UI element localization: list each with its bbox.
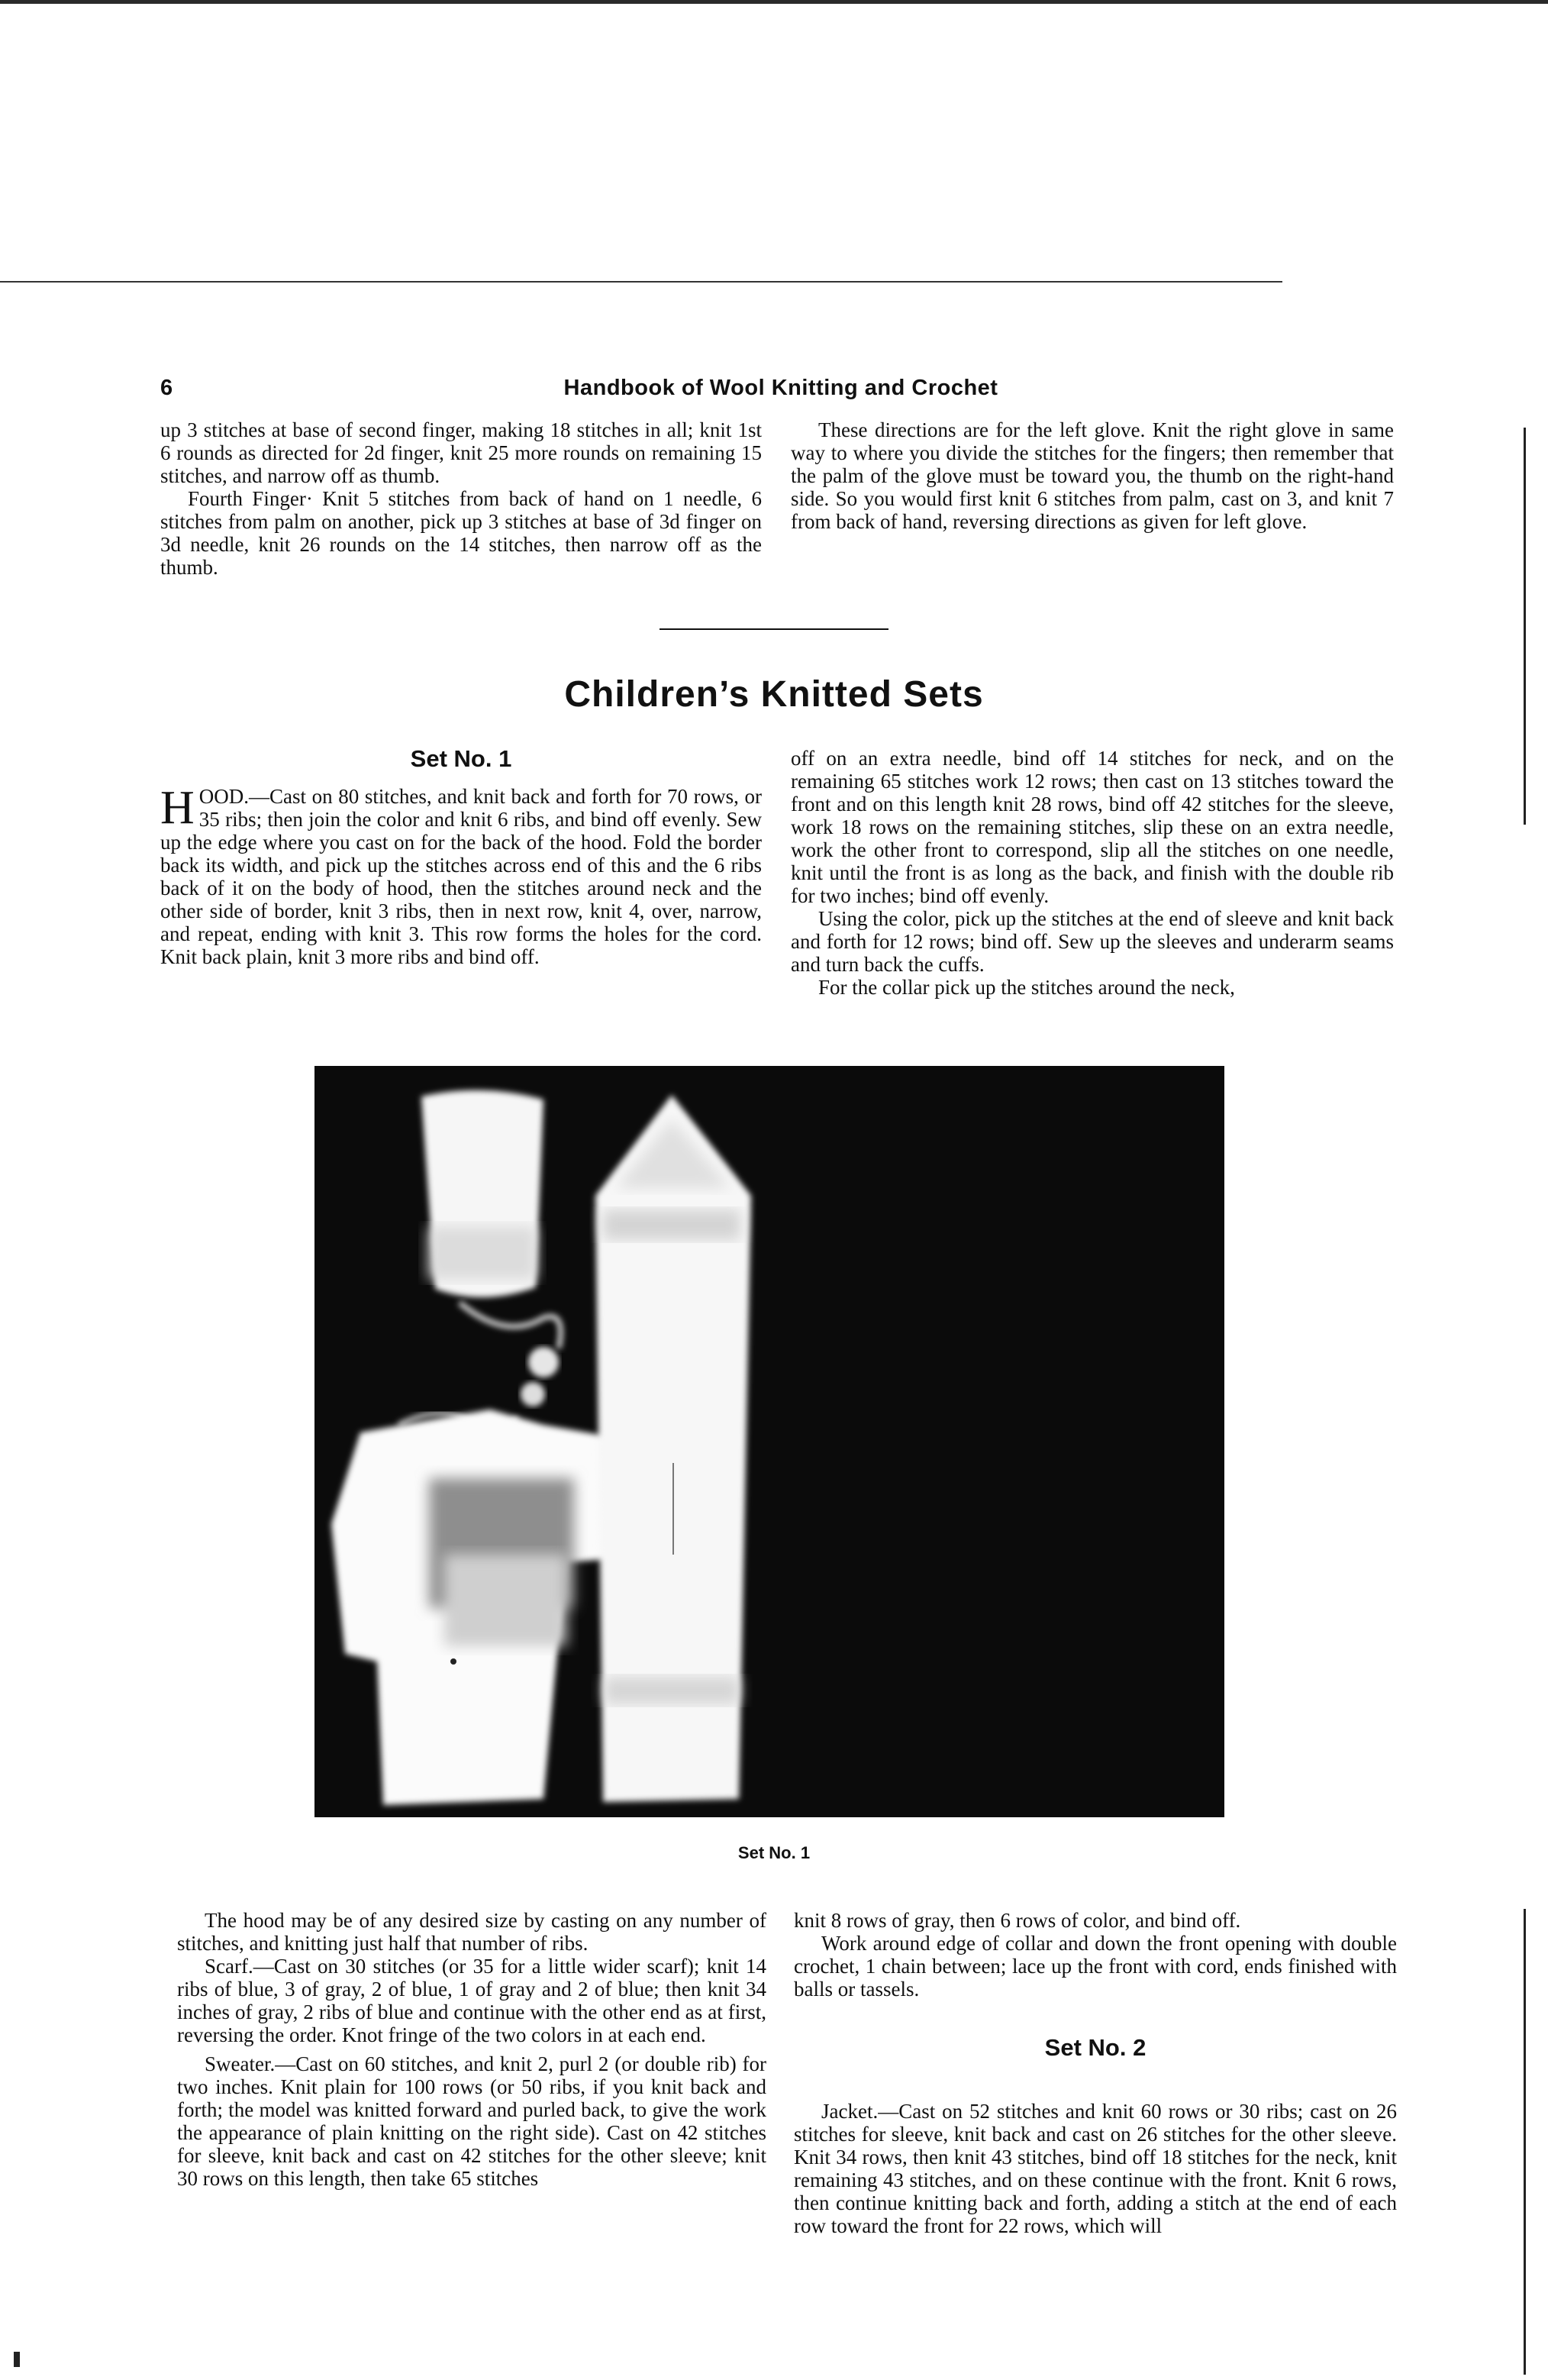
set-2-heading: Set No. 2: [1044, 2034, 1146, 2061]
section-divider: [660, 628, 888, 630]
page-header: [160, 376, 1401, 406]
section-title: Children’s Knitted Sets: [564, 674, 984, 715]
hood-paragraph: [160, 782, 762, 968]
top-right-column: [791, 418, 1394, 533]
page-number: 6: [160, 376, 173, 400]
drop-cap: H: [160, 782, 195, 834]
page-edge-rule: [1524, 428, 1526, 825]
paragraph: Scarf.—Cast on 30 stitches (or 35 for a little wider scarf); knit 14 ribs of blue, 3 of gray, 2 of blue, 1 of gray and 2 of blue; then knit 34 inches of gray, 2 ribs of blue and continue with the other end as at first, reversing the order. Knot fringe of the two colors in at each end.: [177, 1955, 766, 2046]
bottom-right-column: [794, 1909, 1397, 2001]
photo-illustration: [314, 1066, 1224, 1817]
paragraph: Fourth Finger· Knit 5 stitches from back of hand on 1 needle, 6 stitches from palm on another, pick up 3 stitches at base of 3d finger on 3d needle, knit 26 rounds on the 14 stitches, then narrow off as the thumb.: [160, 487, 762, 579]
paragraph: Jacket.—Cast on 52 stitches and knit 60 rows or 30 ribs; cast on 26 stitches for sleeve, knit back and cast on 26 stitches for the other sleeve. Knit 34 rows, then knit 43 stitches, bind off 18 stitches for the neck, knit remaining 43 stitches, and on these continue with the front. Knit 6 rows, then continue knitting back and forth, adding a stitch at the end of each row toward the front for 22 rows, which will: [794, 2100, 1397, 2237]
set-1-left-column: [160, 782, 762, 968]
paragraph: up 3 stitches at base of second finger, making 18 stitches in all; knit 1st 6 rounds as directed for 2d finger, knit 25 more rounds on remaining 15 stitches, and narrow off as thumb.: [160, 418, 762, 487]
paragraph: For the collar pick up the stitches around the neck,: [818, 976, 1235, 999]
knitted-set-photo: [314, 1066, 1224, 1817]
page-edge-rule: [1524, 1909, 1526, 2375]
set-1-right-column: [791, 747, 1394, 999]
hood-text: OOD.—Cast on 80 stitches, and knit back and forth for 70 rows, or 35 ribs; then join the color and knit 6 ribs, and bind off evenly. Sew up the edge where you cast on for the back of the hood. Fold the border back its width, and pick up the stitches across end of this and the 6 ribs back of it on the body of hood, then the stitches around neck and the other side of border, knit 3 ribs, then in next row, knit 4, over, narrow, and repeat, ending with knit 3. This row forms the holes for the cord. Knit back plain, knit 3 more ribs and bind off.: [160, 785, 762, 968]
set-2-column: [794, 2100, 1397, 2237]
scan-top-edge: [0, 0, 1548, 4]
paragraph: These directions are for the left glove. Knit the right glove in same way to where you divide the stitches for the fingers; then remember that the palm of the glove must be toward you, the thumb on the right-hand side. So you would first knit 6 stitches from palm, cast on 3, and knit 7 from back of hand, reversing directions as given for left glove.: [791, 418, 1394, 533]
paragraph: Work around edge of collar and down the front opening with double crochet, 1 chain between; lace up the front with cord, ends finished with balls or tassels.: [794, 1932, 1397, 2001]
running-title: Handbook of Wool Knitting and Crochet: [563, 376, 998, 400]
paragraph: The hood may be of any desired size by casting on any number of stitches, and knitting just half that number of ribs.: [177, 1909, 766, 1955]
pompom-shape: [528, 1347, 559, 1377]
bottom-left-column: [177, 1909, 766, 2190]
paragraph: knit 8 rows of gray, then 6 rows of color, and bind off.: [794, 1909, 1241, 1932]
scan-noise-line: [0, 281, 1282, 283]
paragraph: Sweater.—Cast on 60 stitches, and knit 2, purl 2 (or double rib) for two inches. Knit plain for 100 rows (or 50 ribs, if you knit back and forth; the model was knitted forward and purled back, to give the work the appearance of plain knitting on the right side). Cast on 42 stitches for sleeve, knit back and cast on 42 stitches for the other sleeve; knit 30 rows on this length, then take 65 stitches: [177, 2052, 766, 2190]
top-left-column: [160, 418, 762, 579]
paragraph: Using the color, pick up the stitches at the end of sleeve and knit back and forth for 12 rows; bind off. Sew up the sleeves and underarm seams and turn back the cuffs.: [791, 907, 1394, 976]
scan-corner-mark: [14, 2352, 20, 2367]
set-1-heading: Set No. 1: [410, 745, 512, 772]
paragraph: off on an extra needle, bind off 14 stitches for neck, and on the remaining 65 stitches work 12 rows; then cast on 13 stitches toward the front and on this length knit 28 rows, bind off 42 stitches for the sleeve, work 18 rows on the remaining stitches, slip these on an extra needle, work the other front to correspond, slip all the stitches on one needle, knit until the front is as long as the back, and finish with the double rib for two inches; bind off evenly.: [791, 747, 1394, 907]
figure-caption: Set No. 1: [737, 1843, 811, 1862]
